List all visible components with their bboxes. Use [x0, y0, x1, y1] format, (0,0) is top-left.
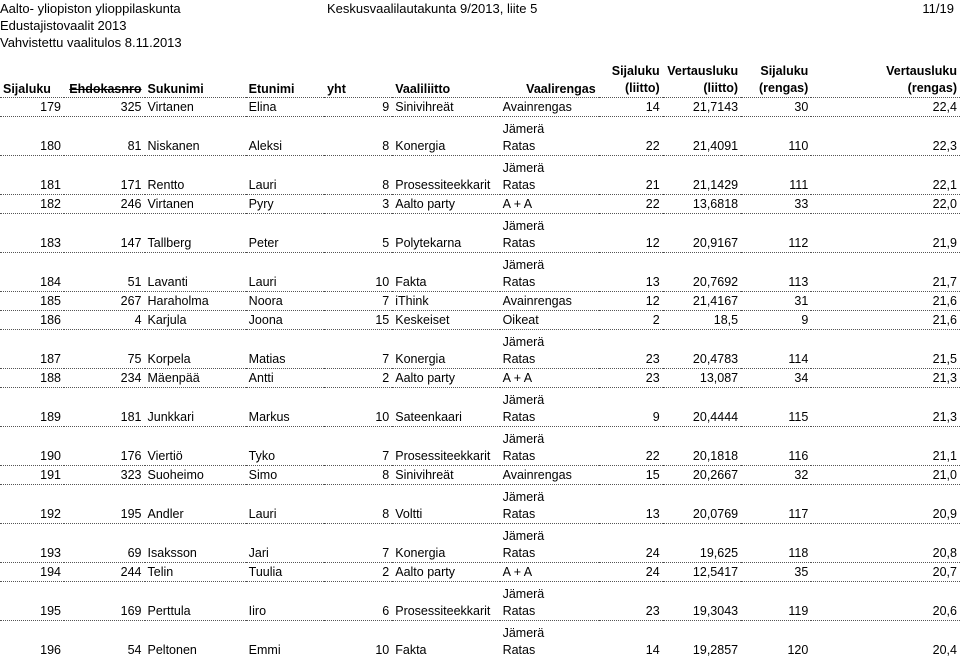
organization-name: Aalto- yliopiston ylioppilaskunta: [0, 0, 182, 17]
cell-vaalirengas: [500, 485, 599, 524]
cell-yht: 2: [324, 369, 392, 388]
vaalirengas-line2: Ratas: [503, 506, 596, 523]
cell-vertausluku-rengas: 21,9: [811, 214, 960, 253]
cell-etunimi: Joona: [246, 311, 324, 330]
table-row: [0, 563, 960, 582]
results-table: [0, 63, 960, 659]
cell-etunimi: Lauri: [246, 253, 324, 292]
cell-sijaluku: 188: [0, 369, 64, 388]
cell-sijaluku-liitto: 14: [599, 98, 663, 117]
cell-ehdokasnro: 267: [64, 292, 145, 311]
cell-sijaluku-liitto: 22: [599, 117, 663, 156]
cell-sijaluku-rengas: 117: [741, 485, 811, 524]
cell-vertausluku-rengas: 21,5: [811, 330, 960, 369]
cell-vertausluku-rengas: 20,9: [811, 485, 960, 524]
vaalirengas-line1: Jämerä: [503, 431, 596, 448]
cell-vertausluku-rengas: 21,0: [811, 466, 960, 485]
cell-etunimi: Emmi: [246, 621, 324, 659]
cell-vaalirengas: [500, 466, 599, 485]
table-row: [0, 117, 960, 156]
cell-yht: 3: [324, 195, 392, 214]
cell-sijaluku-rengas: 33: [741, 195, 811, 214]
cell-vaalirengas: [500, 369, 599, 388]
cell-vaalirengas: [500, 117, 599, 156]
cell-vertausluku-rengas: 21,1: [811, 427, 960, 466]
cell-sukunimi: Virtanen: [145, 195, 246, 214]
cell-yht: 8: [324, 466, 392, 485]
vaalirengas-line1: Jämerä: [503, 625, 596, 642]
cell-vertausluku-rengas: 21,6: [811, 311, 960, 330]
vaalirengas-line1: Jämerä: [503, 489, 596, 506]
col-header-sijaluku-rengas: [741, 63, 811, 98]
table-row: [0, 195, 960, 214]
cell-vaalirengas: [500, 156, 599, 195]
cell-sukunimi: Haraholma: [145, 292, 246, 311]
vaalirengas-line1: Jämerä: [503, 121, 596, 138]
vaalirengas-line1: Jämerä: [503, 528, 596, 545]
table-row: [0, 98, 960, 117]
cell-sijaluku-rengas: 120: [741, 621, 811, 659]
cell-ehdokasnro: 246: [64, 195, 145, 214]
cell-sijaluku-liitto: 22: [599, 427, 663, 466]
table-row: [0, 582, 960, 621]
cell-sijaluku-liitto: 22: [599, 195, 663, 214]
cell-yht: 6: [324, 582, 392, 621]
cell-vaaliliitto: iThink: [392, 292, 499, 311]
cell-yht: 10: [324, 388, 392, 427]
col-header-vertausluku-rengas: [811, 63, 960, 98]
cell-vertausluku-liitto: 19,2857: [663, 621, 741, 659]
cell-vertausluku-rengas: 21,3: [811, 388, 960, 427]
col-header-vertausluku-liitto: [663, 63, 741, 98]
cell-vertausluku-rengas: 22,3: [811, 117, 960, 156]
vaalirengas-line1: Jämerä: [503, 257, 596, 274]
cell-sijaluku-liitto: 23: [599, 582, 663, 621]
cell-vertausluku-rengas: 21,7: [811, 253, 960, 292]
cell-sukunimi: Karjula: [145, 311, 246, 330]
cell-vaalirengas: [500, 195, 599, 214]
cell-sijaluku: 181: [0, 156, 64, 195]
cell-ehdokasnro: 234: [64, 369, 145, 388]
cell-vaaliliitto: Voltti: [392, 485, 499, 524]
cell-vertausluku-liitto: 19,625: [663, 524, 741, 563]
table-row: [0, 388, 960, 427]
cell-sijaluku-liitto: 2: [599, 311, 663, 330]
cell-vaaliliitto: Fakta: [392, 253, 499, 292]
col-header-yht: yht: [324, 63, 392, 98]
cell-vaaliliitto: Sateenkaari: [392, 388, 499, 427]
cell-sijaluku-liitto: 24: [599, 524, 663, 563]
cell-etunimi: Jari: [246, 524, 324, 563]
vaalirengas-line2: Ratas: [503, 138, 596, 155]
cell-ehdokasnro: 169: [64, 582, 145, 621]
cell-sukunimi: Korpela: [145, 330, 246, 369]
cell-ehdokasnro: 171: [64, 156, 145, 195]
vaalirengas-line2: Avainrengas: [503, 99, 596, 116]
cell-etunimi: Iiro: [246, 582, 324, 621]
table-row: [0, 427, 960, 466]
cell-vertausluku-liitto: 21,4091: [663, 117, 741, 156]
cell-sijaluku: 193: [0, 524, 64, 563]
table-row: [0, 253, 960, 292]
cell-sijaluku-liitto: 12: [599, 292, 663, 311]
cell-sijaluku-liitto: 24: [599, 563, 663, 582]
cell-sijaluku-rengas: 110: [741, 117, 811, 156]
cell-sijaluku-rengas: 113: [741, 253, 811, 292]
col-header-etunimi: Etunimi: [246, 63, 324, 98]
cell-yht: 15: [324, 311, 392, 330]
vaalirengas-line2: Oikeat: [503, 312, 596, 329]
cell-vaalirengas: [500, 388, 599, 427]
cell-sijaluku-liitto: 14: [599, 621, 663, 659]
cell-vertausluku-rengas: 22,4: [811, 98, 960, 117]
cell-sijaluku: 192: [0, 485, 64, 524]
cell-sukunimi: Suoheimo: [145, 466, 246, 485]
col-header-sukunimi: Sukunimi: [145, 63, 246, 98]
cell-vaalirengas: [500, 253, 599, 292]
vaalirengas-line2: Ratas: [503, 274, 596, 291]
election-name: Edustajistovaalit 2013: [0, 17, 182, 34]
cell-vaalirengas: [500, 98, 599, 117]
cell-vaaliliitto: Aalto party: [392, 563, 499, 582]
cell-vaaliliitto: Aalto party: [392, 195, 499, 214]
cell-sijaluku-rengas: 31: [741, 292, 811, 311]
cell-sukunimi: Tallberg: [145, 214, 246, 253]
col-header-ehdokasnro-label: Ehdokasnro: [69, 82, 141, 96]
cell-vertausluku-liitto: 20,2667: [663, 466, 741, 485]
cell-sijaluku: 182: [0, 195, 64, 214]
cell-sijaluku: 190: [0, 427, 64, 466]
table-row: [0, 369, 960, 388]
cell-yht: 5: [324, 214, 392, 253]
cell-vaaliliitto: Prosessiteekkarit: [392, 156, 499, 195]
vaalirengas-line2: Ratas: [503, 603, 596, 620]
cell-vertausluku-liitto: 20,7692: [663, 253, 741, 292]
cell-sijaluku-rengas: 118: [741, 524, 811, 563]
cell-vertausluku-rengas: 20,7: [811, 563, 960, 582]
cell-yht: 10: [324, 253, 392, 292]
cell-vaaliliitto: Aalto party: [392, 369, 499, 388]
cell-sijaluku-liitto: 13: [599, 253, 663, 292]
cell-yht: 7: [324, 292, 392, 311]
cell-sijaluku-rengas: 112: [741, 214, 811, 253]
cell-sukunimi: Perttula: [145, 582, 246, 621]
cell-ehdokasnro: 81: [64, 117, 145, 156]
cell-ehdokasnro: 54: [64, 621, 145, 659]
cell-etunimi: Antti: [246, 369, 324, 388]
cell-etunimi: Tuulia: [246, 563, 324, 582]
cell-vaalirengas: [500, 311, 599, 330]
cell-sijaluku: 194: [0, 563, 64, 582]
cell-vertausluku-liitto: 19,3043: [663, 582, 741, 621]
col-header-sijaluku-rengas-line1: Sijaluku: [744, 63, 808, 80]
cell-vaaliliitto: Konergia: [392, 524, 499, 563]
col-header-vertausluku-rengas-line2: (rengas): [814, 80, 957, 97]
cell-sijaluku-liitto: 23: [599, 330, 663, 369]
cell-ehdokasnro: 4: [64, 311, 145, 330]
col-header-vaalirengas: Vaalirengas: [500, 63, 599, 98]
cell-vertausluku-rengas: 22,1: [811, 156, 960, 195]
vaalirengas-line1: Jämerä: [503, 392, 596, 409]
cell-vaaliliitto: Fakta: [392, 621, 499, 659]
cell-etunimi: Aleksi: [246, 117, 324, 156]
vaalirengas-line1: Jämerä: [503, 218, 596, 235]
vaalirengas-line1: Jämerä: [503, 160, 596, 177]
cell-vaaliliitto: Konergia: [392, 330, 499, 369]
vaalirengas-line1: Jämerä: [503, 334, 596, 351]
cell-sijaluku-liitto: 12: [599, 214, 663, 253]
cell-sijaluku-rengas: 9: [741, 311, 811, 330]
cell-sijaluku-liitto: 9: [599, 388, 663, 427]
cell-ehdokasnro: 176: [64, 427, 145, 466]
cell-sukunimi: Peltonen: [145, 621, 246, 659]
cell-sijaluku: 183: [0, 214, 64, 253]
col-header-sijaluku-rengas-line2: (rengas): [744, 80, 808, 97]
table-row: [0, 466, 960, 485]
cell-ehdokasnro: 195: [64, 485, 145, 524]
table-header-row: [0, 63, 960, 98]
cell-vaaliliitto: Keskeiset: [392, 311, 499, 330]
cell-sijaluku: 191: [0, 466, 64, 485]
cell-yht: 8: [324, 485, 392, 524]
cell-vertausluku-liitto: 20,4444: [663, 388, 741, 427]
vaalirengas-line2: Ratas: [503, 235, 596, 252]
cell-vaalirengas: [500, 563, 599, 582]
cell-yht: 7: [324, 427, 392, 466]
vaalirengas-line1: Jämerä: [503, 586, 596, 603]
table-body: [0, 98, 960, 659]
cell-sijaluku-liitto: 15: [599, 466, 663, 485]
cell-vertausluku-liitto: 21,7143: [663, 98, 741, 117]
table-row: [0, 485, 960, 524]
cell-yht: 7: [324, 524, 392, 563]
cell-ehdokasnro: 69: [64, 524, 145, 563]
cell-vertausluku-liitto: 21,4167: [663, 292, 741, 311]
vaalirengas-line2: Ratas: [503, 409, 596, 426]
vaalirengas-line2: A + A: [503, 196, 596, 213]
col-header-sijaluku-liitto: [599, 63, 663, 98]
cell-sukunimi: Telin: [145, 563, 246, 582]
cell-etunimi: Pyry: [246, 195, 324, 214]
vaalirengas-line2: Ratas: [503, 448, 596, 465]
col-header-vaaliliitto: Vaaliliitto: [392, 63, 499, 98]
cell-sijaluku-rengas: 32: [741, 466, 811, 485]
cell-vertausluku-rengas: 20,4: [811, 621, 960, 659]
col-header-sijaluku-liitto-line1: Sijaluku: [602, 63, 660, 80]
cell-vertausluku-liitto: 18,5: [663, 311, 741, 330]
cell-vaaliliitto: Polytekarna: [392, 214, 499, 253]
cell-sukunimi: Lavanti: [145, 253, 246, 292]
col-header-sijaluku: Sijaluku: [0, 63, 64, 98]
cell-vaaliliitto: Sinivihreät: [392, 466, 499, 485]
cell-sijaluku-rengas: 115: [741, 388, 811, 427]
cell-vertausluku-liitto: 20,1818: [663, 427, 741, 466]
cell-sijaluku: 196: [0, 621, 64, 659]
col-header-vertausluku-rengas-line1: Vertausluku: [814, 63, 957, 80]
cell-sijaluku: 195: [0, 582, 64, 621]
cell-yht: 10: [324, 621, 392, 659]
cell-sijaluku-rengas: 111: [741, 156, 811, 195]
col-header-vertausluku-liitto-line2: (liitto): [666, 80, 738, 97]
cell-sijaluku-rengas: 34: [741, 369, 811, 388]
cell-sijaluku-rengas: 35: [741, 563, 811, 582]
cell-sukunimi: Mäenpää: [145, 369, 246, 388]
vaalirengas-line2: A + A: [503, 564, 596, 581]
cell-vaaliliitto: Prosessiteekkarit: [392, 427, 499, 466]
cell-etunimi: Elina: [246, 98, 324, 117]
cell-vaaliliitto: Sinivihreät: [392, 98, 499, 117]
cell-vaalirengas: [500, 214, 599, 253]
cell-vaalirengas: [500, 621, 599, 659]
vaalirengas-line2: Ratas: [503, 177, 596, 194]
cell-ehdokasnro: 323: [64, 466, 145, 485]
cell-sukunimi: Junkkari: [145, 388, 246, 427]
document-reference: Keskusvaalilautakunta 9/2013, liite 5: [327, 0, 537, 17]
cell-yht: 9: [324, 98, 392, 117]
cell-sijaluku: 185: [0, 292, 64, 311]
cell-vertausluku-liitto: 20,4783: [663, 330, 741, 369]
cell-sukunimi: Isaksson: [145, 524, 246, 563]
cell-sijaluku-rengas: 119: [741, 582, 811, 621]
cell-vertausluku-rengas: 20,8: [811, 524, 960, 563]
cell-vaalirengas: [500, 524, 599, 563]
cell-vaaliliitto: Konergia: [392, 117, 499, 156]
cell-ehdokasnro: 147: [64, 214, 145, 253]
cell-vertausluku-rengas: 21,6: [811, 292, 960, 311]
cell-ehdokasnro: 51: [64, 253, 145, 292]
vaalirengas-line2: A + A: [503, 370, 596, 387]
cell-yht: 8: [324, 117, 392, 156]
cell-yht: 8: [324, 156, 392, 195]
cell-ehdokasnro: 325: [64, 98, 145, 117]
vaalirengas-line2: Ratas: [503, 351, 596, 368]
cell-vaaliliitto: Prosessiteekkarit: [392, 582, 499, 621]
cell-etunimi: Lauri: [246, 485, 324, 524]
cell-vertausluku-rengas: 21,3: [811, 369, 960, 388]
cell-etunimi: Matias: [246, 330, 324, 369]
col-header-sijaluku-liitto-line2: (liitto): [602, 80, 660, 97]
cell-vertausluku-rengas: 22,0: [811, 195, 960, 214]
cell-ehdokasnro: 75: [64, 330, 145, 369]
col-header-ehdokasnro: [64, 63, 145, 98]
cell-sukunimi: Rentto: [145, 156, 246, 195]
cell-ehdokasnro: 244: [64, 563, 145, 582]
cell-etunimi: Lauri: [246, 156, 324, 195]
cell-vertausluku-liitto: 13,6818: [663, 195, 741, 214]
cell-yht: 7: [324, 330, 392, 369]
cell-vertausluku-liitto: 12,5417: [663, 563, 741, 582]
cell-vertausluku-liitto: 13,087: [663, 369, 741, 388]
table-row: [0, 330, 960, 369]
col-header-vertausluku-liitto-line1: Vertausluku: [666, 63, 738, 80]
vaalirengas-line2: Avainrengas: [503, 293, 596, 310]
cell-sijaluku: 184: [0, 253, 64, 292]
cell-vaalirengas: [500, 292, 599, 311]
cell-vaalirengas: [500, 582, 599, 621]
cell-sijaluku: 187: [0, 330, 64, 369]
cell-etunimi: Noora: [246, 292, 324, 311]
cell-yht: 2: [324, 563, 392, 582]
cell-sijaluku: 179: [0, 98, 64, 117]
cell-sukunimi: Viertiö: [145, 427, 246, 466]
confirmation-date: Vahvistettu vaalitulos 8.11.2013: [0, 34, 182, 51]
cell-sukunimi: Andler: [145, 485, 246, 524]
table-row: [0, 311, 960, 330]
table-row: [0, 156, 960, 195]
cell-vertausluku-liitto: 20,0769: [663, 485, 741, 524]
table-row: [0, 214, 960, 253]
cell-sijaluku-liitto: 23: [599, 369, 663, 388]
cell-vaalirengas: [500, 330, 599, 369]
cell-sijaluku: 180: [0, 117, 64, 156]
cell-sukunimi: Niskanen: [145, 117, 246, 156]
vaalirengas-line2: Ratas: [503, 642, 596, 659]
cell-etunimi: Simo: [246, 466, 324, 485]
cell-sijaluku: 186: [0, 311, 64, 330]
cell-vertausluku-rengas: 20,6: [811, 582, 960, 621]
cell-sijaluku-rengas: 116: [741, 427, 811, 466]
cell-sijaluku-liitto: 13: [599, 485, 663, 524]
cell-vertausluku-liitto: 20,9167: [663, 214, 741, 253]
cell-ehdokasnro: 181: [64, 388, 145, 427]
table-row: [0, 621, 960, 659]
cell-sijaluku-liitto: 21: [599, 156, 663, 195]
cell-etunimi: Tyko: [246, 427, 324, 466]
cell-vaalirengas: [500, 427, 599, 466]
cell-etunimi: Markus: [246, 388, 324, 427]
cell-sukunimi: Virtanen: [145, 98, 246, 117]
table-row: [0, 292, 960, 311]
document-header-left: [0, 0, 182, 51]
cell-sijaluku: 189: [0, 388, 64, 427]
page-number: 11/19: [922, 0, 954, 17]
cell-sijaluku-rengas: 114: [741, 330, 811, 369]
cell-etunimi: Peter: [246, 214, 324, 253]
vaalirengas-line2: Ratas: [503, 545, 596, 562]
cell-sijaluku-rengas: 30: [741, 98, 811, 117]
vaalirengas-line2: Avainrengas: [503, 467, 596, 484]
cell-vertausluku-liitto: 21,1429: [663, 156, 741, 195]
table-row: [0, 524, 960, 563]
